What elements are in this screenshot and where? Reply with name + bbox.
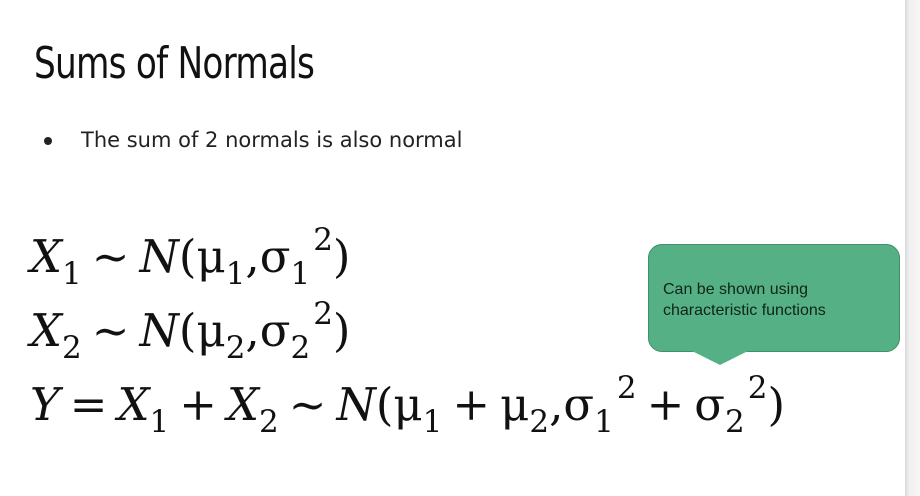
callout-pointer [692, 351, 748, 365]
equation-x2-distribution: $X_2$ ~ $N(\mu_2,\sigma_2^2)$ [30, 296, 351, 366]
bullet-dot-icon [44, 137, 52, 145]
bullet-item [44, 128, 462, 152]
slide-edge-shadow [905, 0, 920, 496]
slide-title: Sums of Normals [34, 38, 315, 89]
bullet-text: The sum of 2 normals is also normal [81, 128, 463, 152]
equation-x1-distribution: $X_1$ ~ $N(\mu_1,\sigma_1^2)$ [30, 222, 351, 292]
callout-text: Can be shown using characteristic functions [663, 281, 826, 319]
callout-note [648, 244, 900, 352]
equation-y-sum: $Y = X_1 + X_2$ ~ $N(\mu_1 + \mu_2,\sigma_1^2 + \sigma_2^2)$ [30, 370, 786, 440]
